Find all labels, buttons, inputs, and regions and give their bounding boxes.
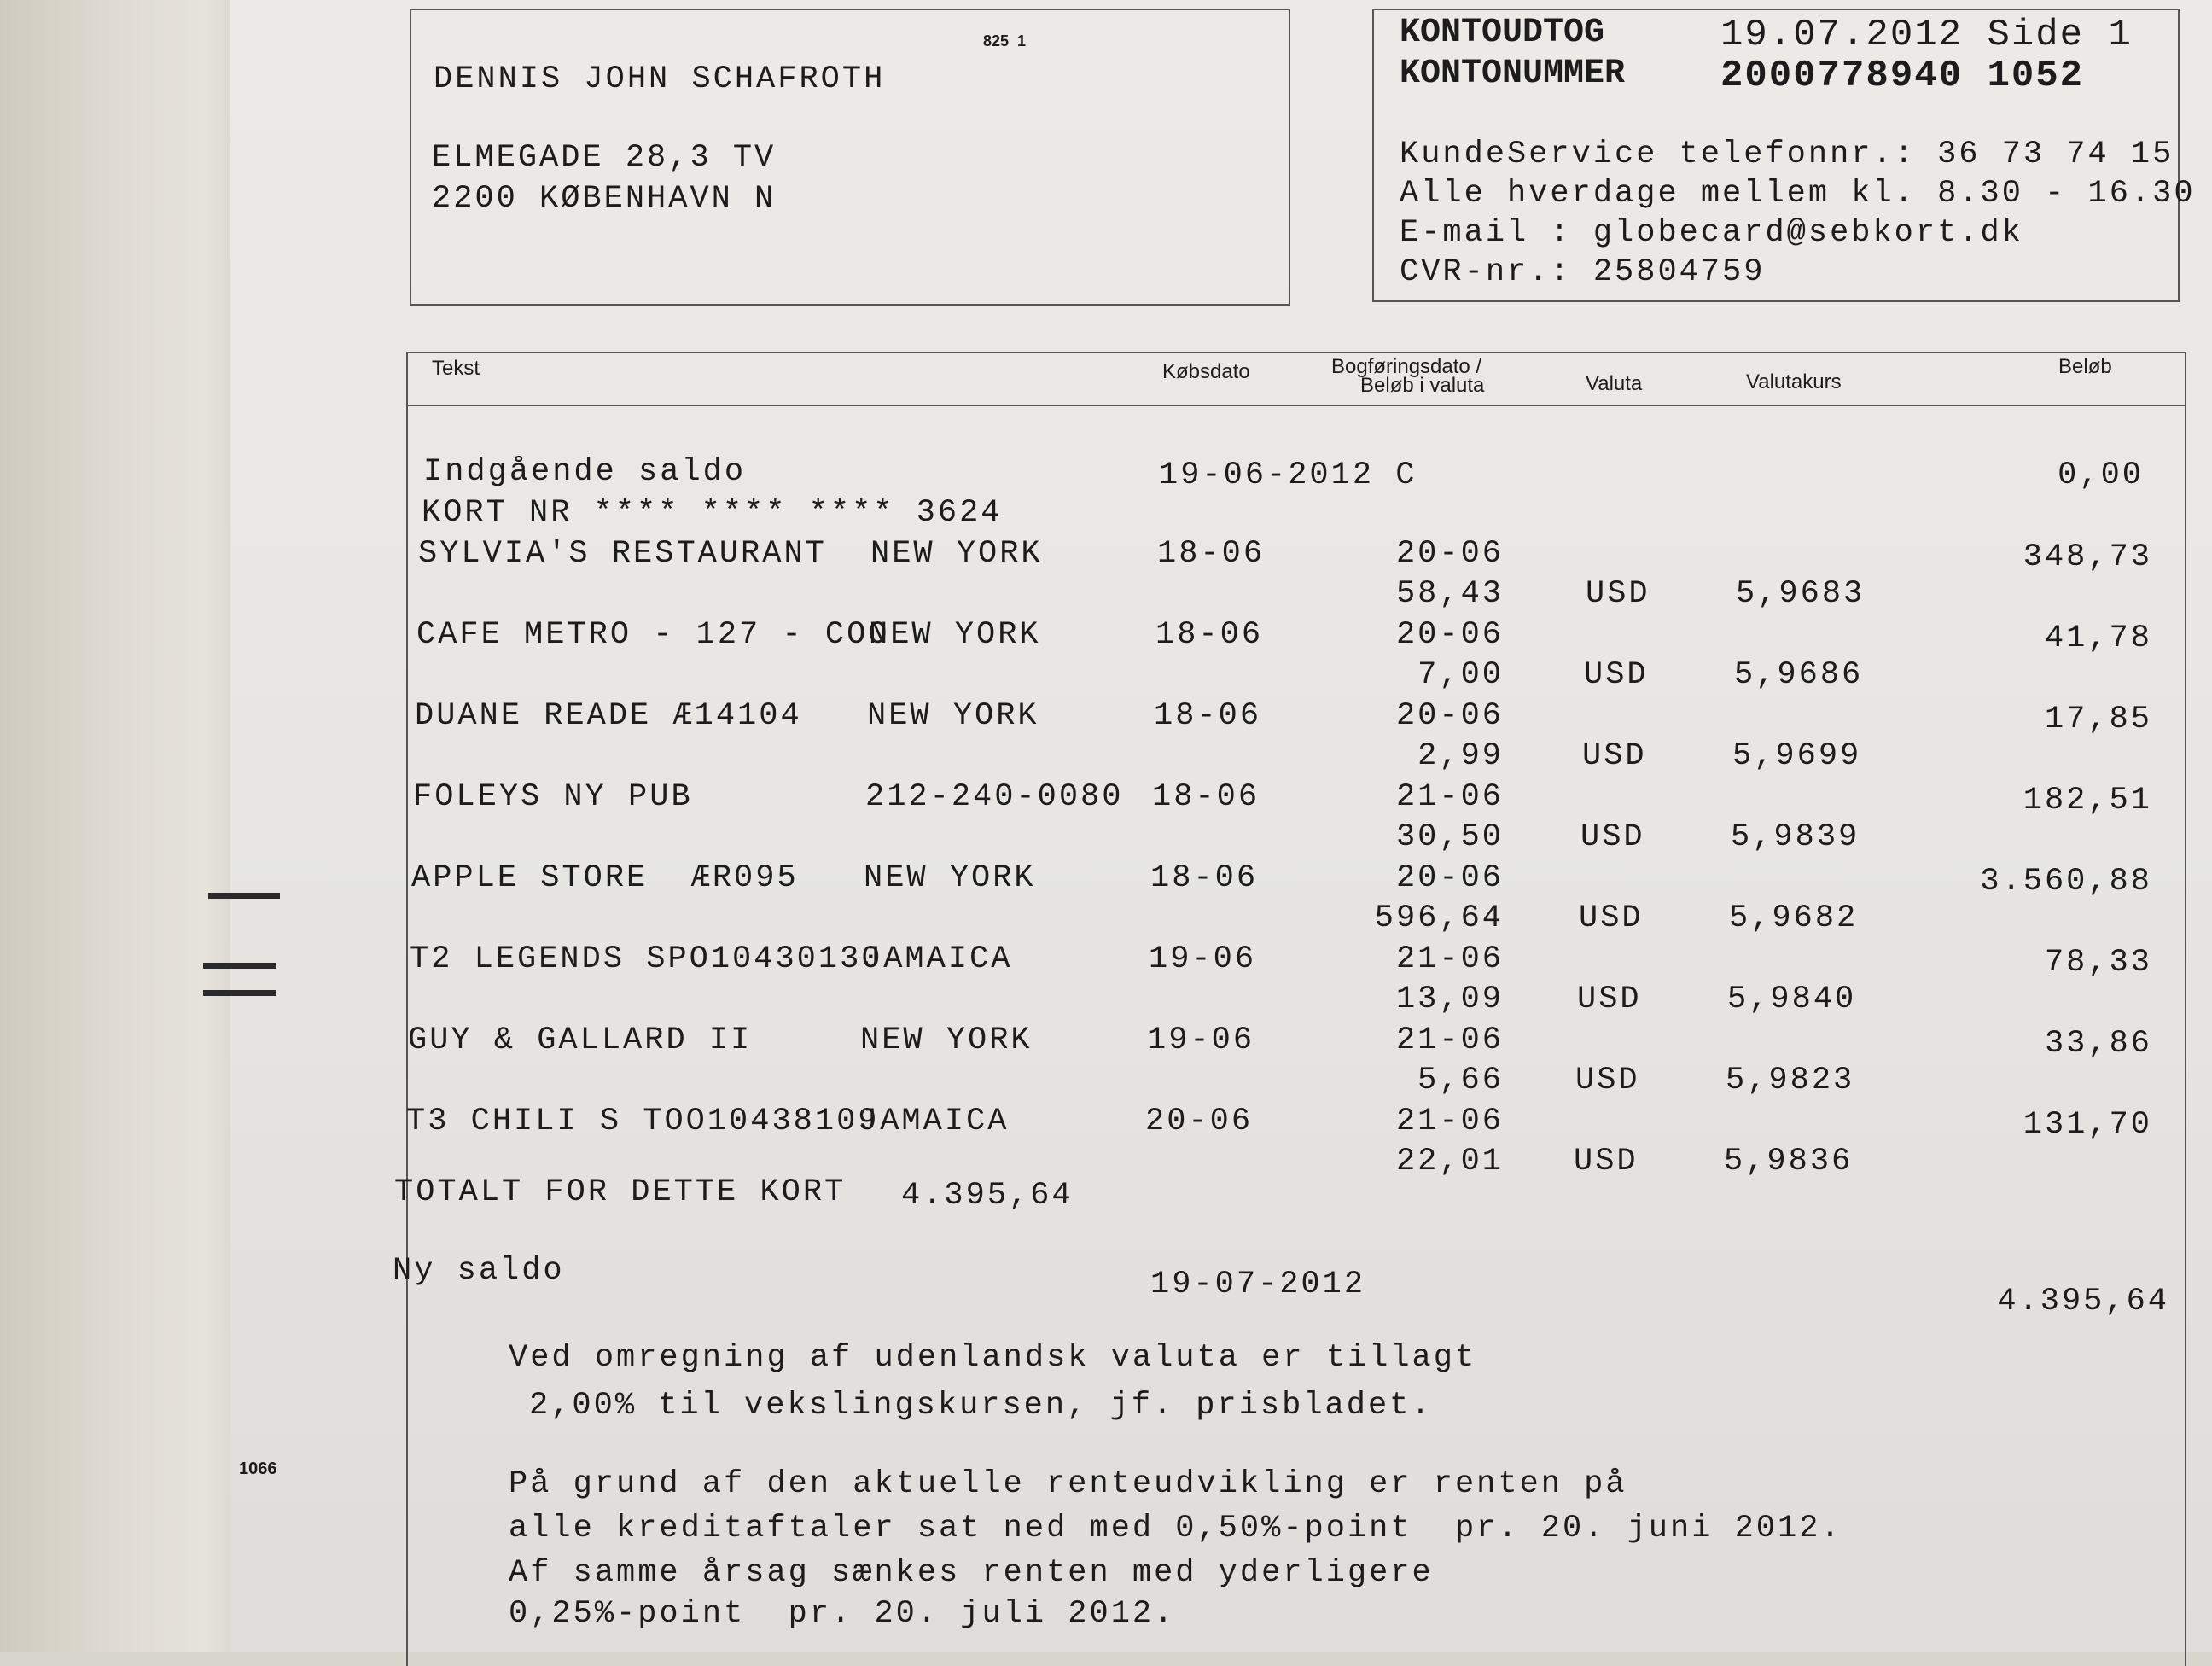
- tx-merchant: GUY & GALLARD II: [408, 1022, 753, 1058]
- customer-street: ELMEGADE 28,3 TV: [432, 140, 777, 176]
- tx-amount: 33,86: [2044, 1026, 2152, 1062]
- tx-currency: USD: [1574, 1144, 1639, 1180]
- customer-city: 2200 KØBENHAVN N: [432, 181, 777, 217]
- col-header-valuta: Valuta: [1586, 372, 1643, 395]
- rate-note-line-1: På grund af den aktuelle renteudvikling er renten på: [509, 1466, 1627, 1502]
- tx-city: NEW YORK: [864, 860, 1036, 896]
- tx-amount: 348,73: [2023, 539, 2152, 575]
- tx-purchase-date: 18-06: [1157, 536, 1266, 572]
- table-header-rule: [408, 405, 2185, 406]
- margin-code: 1066: [239, 1459, 277, 1478]
- kontoudtog-label: KONTOUDTOG: [1400, 14, 1605, 52]
- tx-foreign-amount: 30,50: [1395, 819, 1504, 855]
- opening-balance-label: Indgående saldo: [423, 454, 747, 490]
- kontonummer-label: KONTONUMMER: [1400, 55, 1626, 93]
- account-number: 2000778940 1052: [1720, 55, 2085, 97]
- tx-merchant: APPLE STORE ÆR095: [411, 860, 799, 896]
- tx-amount: 78,33: [2044, 945, 2152, 981]
- tx-merchant: FOLEYS NY PUB: [413, 779, 693, 815]
- tx-foreign-amount: 5,66: [1417, 1063, 1504, 1098]
- fx-note-line-2: 2,00% til vekslingskursen, jf. prisbladet.: [529, 1388, 1433, 1424]
- tx-exchange-rate: 5,9683: [1736, 576, 1866, 612]
- tx-foreign-amount: 58,43: [1395, 576, 1504, 612]
- tx-city: 212-240-0080: [865, 779, 1124, 815]
- col-header-belob-valuta: Beløb i valuta: [1360, 374, 1485, 397]
- cvr-line: CVR-nr.: 25804759: [1400, 254, 1766, 290]
- tx-exchange-rate: 5,9839: [1731, 819, 1860, 855]
- tx-exchange-rate: 5,9686: [1734, 657, 1864, 693]
- tx-foreign-amount: 13,09: [1395, 982, 1504, 1017]
- tx-foreign-amount: 2,99: [1417, 738, 1504, 774]
- col-header-valutakurs: Valutakurs: [1746, 370, 1842, 393]
- tx-amount: 41,78: [2044, 620, 2152, 656]
- tx-exchange-rate: 5,9682: [1729, 900, 1859, 936]
- tx-currency: USD: [1577, 982, 1642, 1017]
- tx-foreign-amount: 22,01: [1395, 1144, 1504, 1180]
- margin-mark-2: [203, 963, 276, 969]
- opening-hours-line: Alle hverdage mellem kl. 8.30 - 16.30: [1400, 176, 2196, 212]
- fx-note-line-1: Ved omregning af udenlandsk valuta er tillagt: [509, 1340, 1477, 1376]
- tx-purchase-date: 20-06: [1145, 1104, 1254, 1139]
- tx-foreign-amount: 596,64: [1374, 900, 1504, 936]
- tx-amount: 17,85: [2044, 702, 2152, 737]
- tx-booking-date: 20-06: [1395, 536, 1504, 572]
- tx-currency: USD: [1580, 819, 1645, 855]
- tx-purchase-date: 19-06: [1149, 941, 1257, 977]
- tx-city: JAMAICA: [859, 1104, 1010, 1139]
- rate-note-line-4: 0,25%-point pr. 20. juli 2012.: [509, 1596, 1176, 1632]
- rate-note-line-3: Af samme årsag sænkes renten med yderligere: [509, 1555, 1434, 1591]
- tx-booking-date: 21-06: [1395, 941, 1504, 977]
- tx-purchase-date: 18-06: [1154, 698, 1262, 734]
- email-line: E-mail : globecard@sebkort.dk: [1400, 215, 2023, 251]
- tx-currency: USD: [1582, 738, 1647, 774]
- statement-date-page: 19.07.2012 Side 1: [1720, 14, 2133, 56]
- tx-exchange-rate: 5,9840: [1727, 982, 1857, 1017]
- tx-booking-date: 20-06: [1395, 617, 1504, 653]
- tx-purchase-date: 18-06: [1152, 779, 1260, 815]
- tx-city: NEW YORK: [870, 536, 1043, 572]
- tx-booking-date: 21-06: [1395, 1104, 1504, 1139]
- tx-amount: 3.560,88: [1980, 864, 2152, 900]
- tx-amount: 182,51: [2023, 783, 2152, 818]
- col-header-tekst: Tekst: [432, 357, 480, 380]
- card-number: KORT NR **** **** **** 3624: [422, 495, 1003, 531]
- tx-purchase-date: 19-06: [1147, 1022, 1255, 1058]
- tx-purchase-date: 18-06: [1155, 617, 1264, 653]
- rate-note-line-2: alle kreditaftaler sat ned med 0,50%-point pr. 20. juni 2012.: [509, 1511, 1842, 1547]
- margin-mark-1: [208, 893, 280, 899]
- tx-booking-date: 20-06: [1395, 860, 1504, 896]
- sender-code: 825 1: [983, 32, 1027, 50]
- tx-city: JAMAICA: [862, 941, 1013, 977]
- tx-currency: USD: [1584, 657, 1649, 693]
- tx-city: NEW YORK: [867, 698, 1039, 734]
- tx-currency: USD: [1586, 576, 1650, 612]
- opening-balance-date: 19-06-2012 C: [1159, 457, 1417, 493]
- opening-balance-amount: 0,00: [2058, 457, 2144, 493]
- col-header-belob: Beløb: [2058, 355, 2112, 378]
- new-balance-date: 19-07-2012: [1150, 1267, 1366, 1302]
- col-header-kobsdato: Købsdato: [1162, 360, 1250, 383]
- tx-exchange-rate: 5,9836: [1724, 1144, 1854, 1180]
- card-total-label: TOTALT FOR DETTE KORT: [394, 1174, 847, 1210]
- tx-exchange-rate: 5,9699: [1732, 738, 1862, 774]
- new-balance-amount: 4.395,64: [1997, 1284, 2169, 1319]
- tx-purchase-date: 18-06: [1150, 860, 1259, 896]
- tx-merchant: T2 LEGENDS SPO10430130: [410, 941, 883, 977]
- background-cloth: [0, 0, 256, 1652]
- col-header-bogforing: Bogføringsdato /: [1331, 355, 1482, 378]
- tx-merchant: DUANE READE Æ14104: [415, 698, 802, 734]
- tx-city: NEW YORK: [860, 1022, 1033, 1058]
- tx-merchant: SYLVIA'S RESTAURANT: [418, 536, 827, 572]
- tx-booking-date: 20-06: [1395, 698, 1504, 734]
- tx-foreign-amount: 7,00: [1417, 657, 1504, 693]
- tx-currency: USD: [1575, 1063, 1640, 1098]
- tx-booking-date: 21-06: [1395, 1022, 1504, 1058]
- card-total-amount: 4.395,64: [901, 1178, 1074, 1214]
- customer-name: DENNIS JOHN SCHAFROTH: [434, 61, 886, 97]
- tx-merchant: T3 CHILI S TOO10438109: [406, 1104, 880, 1139]
- tx-amount: 131,70: [2023, 1107, 2152, 1143]
- margin-mark-3: [203, 990, 276, 996]
- new-balance-label: Ny saldo: [393, 1253, 565, 1289]
- tx-currency: USD: [1579, 900, 1644, 936]
- tx-city: NEW YORK: [869, 617, 1041, 653]
- tx-merchant: CAFE METRO - 127 - COO: [416, 617, 890, 653]
- customer-service-line: KundeService telefonnr.: 36 73 74 15: [1400, 137, 2174, 172]
- tx-exchange-rate: 5,9823: [1726, 1063, 1855, 1098]
- tx-booking-date: 21-06: [1395, 779, 1504, 815]
